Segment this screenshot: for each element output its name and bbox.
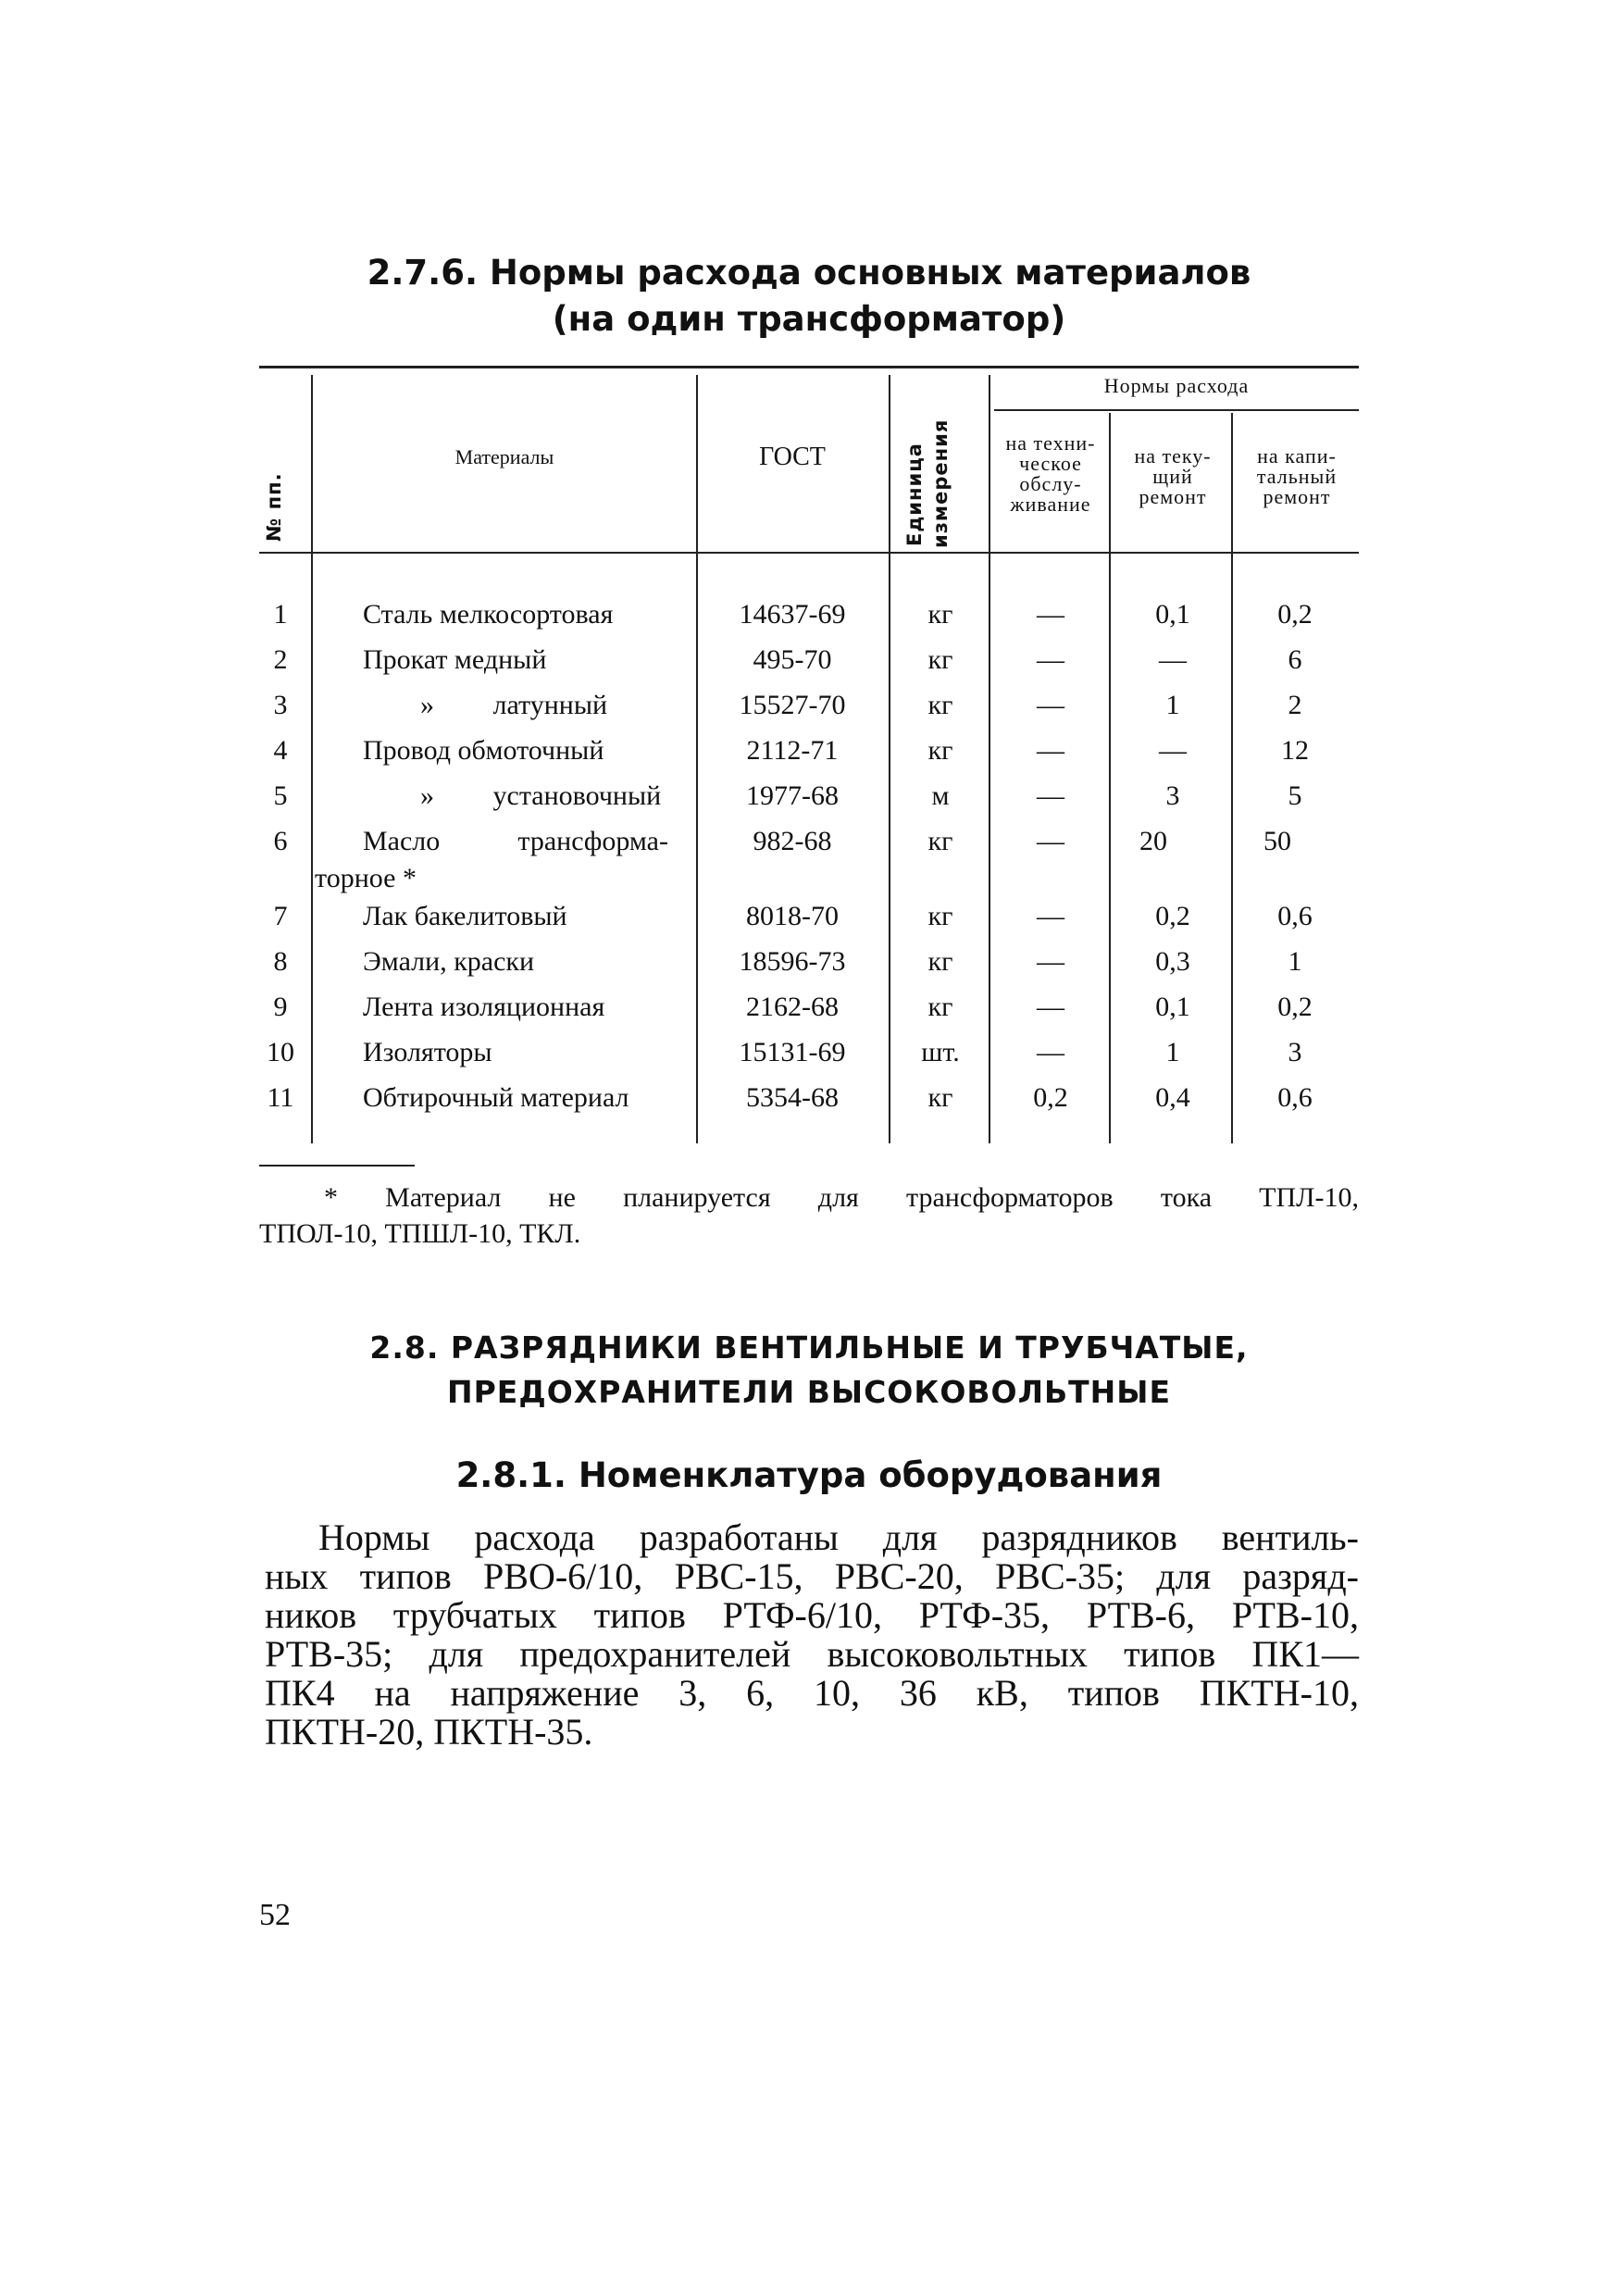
row-material-part: латунный bbox=[492, 690, 608, 720]
row-kap: 1 bbox=[1288, 946, 1302, 977]
row-gost: 15131-69 bbox=[739, 1037, 846, 1067]
row-num: 1 bbox=[273, 599, 288, 630]
header-to-3: обслу- bbox=[1019, 472, 1082, 495]
row-unit: м bbox=[931, 780, 950, 811]
row-num: 4 bbox=[273, 735, 288, 766]
row-gost: 14637-69 bbox=[739, 599, 846, 630]
row-material: Изоляторы bbox=[363, 1037, 492, 1067]
row-to: — bbox=[1037, 826, 1064, 856]
row-material: Эмали, краски bbox=[363, 946, 535, 977]
header-kap-2: тальный bbox=[1256, 465, 1338, 488]
row-to: — bbox=[1037, 690, 1064, 720]
subsection-heading: 2.8.1. Номенклатура оборудования bbox=[455, 1455, 1163, 1495]
table-row bbox=[0, 989, 1618, 1033]
row-kap: 0,2 bbox=[1277, 992, 1313, 1022]
header-kap-3: ремонт bbox=[1263, 485, 1331, 508]
row-material: Обтирочный материал bbox=[363, 1082, 629, 1113]
row-kap: 3 bbox=[1288, 1037, 1302, 1067]
header-to-4: живание bbox=[1010, 493, 1091, 516]
row-material-continuation: торное * bbox=[315, 863, 417, 893]
table-row bbox=[0, 1079, 1618, 1124]
row-material bbox=[363, 687, 753, 724]
row-material: Провод обмоточный bbox=[363, 735, 604, 766]
row-to: — bbox=[1037, 1037, 1064, 1067]
row-num: 10 bbox=[267, 1037, 294, 1067]
row-unit: кг bbox=[927, 690, 953, 720]
row-unit: кг bbox=[927, 826, 953, 856]
section-heading: 2.8. РАЗРЯДНИКИ ВЕНТИЛЬНЫЕ И ТРУБЧАТЫЕ, bbox=[369, 1329, 1249, 1366]
row-kap: 6 bbox=[1288, 644, 1302, 675]
row-unit: шт. bbox=[921, 1037, 960, 1067]
header-gost: ГОСТ bbox=[759, 443, 826, 471]
table-top-rule bbox=[259, 366, 1359, 368]
paragraph-line: ных типов РВО-6/10, РВС-15, РВС-20, РВС-35; для разряд- bbox=[265, 1555, 1359, 1597]
row-gost: 2162-68 bbox=[746, 992, 839, 1022]
row-to: — bbox=[1037, 946, 1064, 977]
row-gost: 15527-70 bbox=[739, 690, 846, 720]
row-kap: 0,2 bbox=[1277, 599, 1313, 630]
row-tek: 0,4 bbox=[1155, 1082, 1190, 1113]
row-tek: 0,1 bbox=[1155, 992, 1190, 1022]
row-num: 11 bbox=[267, 1082, 294, 1113]
header-bottom-rule bbox=[259, 552, 1359, 554]
row-unit: кг bbox=[927, 599, 953, 630]
ditto-mark: » bbox=[420, 780, 434, 811]
row-tek: — bbox=[1159, 735, 1187, 766]
row-material-part: Масло bbox=[363, 826, 441, 856]
section-heading: ПРЕДОХРАНИТЕЛИ ВЫСОКОВОЛЬТНЫЕ bbox=[446, 1374, 1172, 1410]
header-unit-line1: Единица bbox=[903, 443, 926, 546]
row-material: Лак бакелитовый bbox=[363, 901, 567, 931]
header-to-2: ческое bbox=[1019, 452, 1082, 475]
header-norms: Нормы расхода bbox=[1103, 374, 1250, 397]
row-kap: 2 bbox=[1288, 690, 1302, 720]
row-material: Сталь мелкосортовая bbox=[363, 599, 614, 630]
page-number: 52 bbox=[259, 1898, 291, 1932]
row-unit: кг bbox=[927, 992, 953, 1022]
paragraph-line: ПК4 на напряжение 3, 6, 10, 36 кВ, типов ПКТН-10, bbox=[265, 1672, 1359, 1714]
table-row bbox=[0, 898, 1618, 942]
header-num: № пп. bbox=[263, 472, 285, 542]
row-num: 2 bbox=[273, 644, 288, 675]
table-row bbox=[0, 596, 1618, 641]
row-tek: 1 bbox=[1165, 1037, 1180, 1067]
row-kap: 0,6 bbox=[1277, 1082, 1313, 1113]
row-tek: 20 bbox=[1139, 826, 1167, 856]
row-num: 6 bbox=[273, 826, 288, 856]
row-material-part: установочный bbox=[492, 780, 662, 811]
header-tek-2: щий bbox=[1152, 465, 1193, 488]
row-tek: 3 bbox=[1165, 780, 1180, 811]
table-row bbox=[0, 687, 1618, 731]
row-material bbox=[363, 823, 668, 860]
paragraph-line: Нормы расхода разработаны для разрядников вентиль- bbox=[318, 1516, 1359, 1558]
ditto-mark: » bbox=[420, 690, 434, 720]
row-gost: 495-70 bbox=[753, 644, 832, 675]
section-subtitle: (на один трансформатор) bbox=[552, 299, 1066, 339]
norms-header-rule bbox=[994, 409, 1359, 411]
row-gost: 1977-68 bbox=[746, 780, 839, 811]
row-num: 8 bbox=[273, 946, 288, 977]
row-kap: 12 bbox=[1281, 735, 1309, 766]
footnote-rule bbox=[259, 1165, 415, 1167]
row-unit: кг bbox=[927, 735, 953, 766]
section-title: 2.7.6. Нормы расхода основных материалов bbox=[367, 253, 1251, 293]
row-unit: кг bbox=[927, 946, 953, 977]
header-unit-line2: измерения bbox=[929, 418, 952, 548]
row-num: 5 bbox=[273, 780, 288, 811]
header-kap-1: на капи- bbox=[1257, 444, 1337, 468]
row-num: 3 bbox=[273, 690, 288, 720]
row-kap: 5 bbox=[1288, 780, 1302, 811]
table-row bbox=[0, 642, 1618, 686]
body-paragraph bbox=[265, 1518, 1359, 1752]
row-unit: кг bbox=[927, 901, 953, 931]
paragraph-line: РТВ-35; для предохранителей высоковольтных типов ПК1— bbox=[265, 1633, 1359, 1675]
header-tek-3: ремонт bbox=[1139, 485, 1207, 508]
row-gost: 5354-68 bbox=[746, 1082, 839, 1113]
row-material: Лента изоляционная bbox=[363, 992, 605, 1022]
row-gost: 982-68 bbox=[753, 826, 832, 856]
row-tek: 0,1 bbox=[1155, 599, 1190, 630]
row-to: — bbox=[1037, 735, 1064, 766]
row-to: — bbox=[1037, 992, 1064, 1022]
table-row bbox=[0, 943, 1618, 988]
row-kap: 0,6 bbox=[1277, 901, 1313, 931]
row-unit: кг bbox=[927, 644, 953, 675]
header-to-1: на техни- bbox=[1005, 431, 1096, 455]
row-material-part: трансформа- bbox=[517, 826, 668, 856]
header-tek-1: на теку- bbox=[1134, 444, 1212, 468]
row-material: Прокат медный bbox=[363, 644, 547, 675]
footnote-line: * Материал не планируется для трансформаторов тока ТПЛ-10, bbox=[324, 1182, 1359, 1213]
row-tek: — bbox=[1159, 644, 1187, 675]
header-materials: Материалы bbox=[454, 445, 554, 468]
row-kap: 50 bbox=[1263, 826, 1291, 856]
table-row bbox=[0, 732, 1618, 777]
row-gost: 8018-70 bbox=[746, 901, 839, 931]
row-to: — bbox=[1037, 901, 1064, 931]
row-tek: 1 bbox=[1165, 690, 1180, 720]
row-gost: 2112-71 bbox=[746, 735, 839, 766]
row-to: 0,2 bbox=[1033, 1082, 1068, 1113]
table-row bbox=[0, 778, 1618, 822]
table-row bbox=[0, 823, 1618, 906]
paragraph-line: ников трубчатых типов РТФ-6/10, РТФ-35, РТВ-6, РТВ-10, bbox=[265, 1594, 1359, 1636]
row-unit: кг bbox=[927, 1082, 953, 1113]
row-to: — bbox=[1037, 644, 1064, 675]
footnote-line: ТПОЛ-10, ТПШЛ-10, ТКЛ. bbox=[259, 1218, 581, 1249]
row-num: 9 bbox=[273, 992, 288, 1022]
row-to: — bbox=[1037, 599, 1064, 630]
row-num: 7 bbox=[273, 901, 288, 931]
row-gost: 18596-73 bbox=[739, 946, 846, 977]
row-tek: 0,2 bbox=[1155, 901, 1190, 931]
paragraph-line: ПКТН-20, ПКТН-35. bbox=[265, 1711, 593, 1753]
row-material bbox=[363, 778, 753, 815]
table-row bbox=[0, 1034, 1618, 1079]
row-tek: 0,3 bbox=[1155, 946, 1190, 977]
row-to: — bbox=[1037, 780, 1064, 811]
